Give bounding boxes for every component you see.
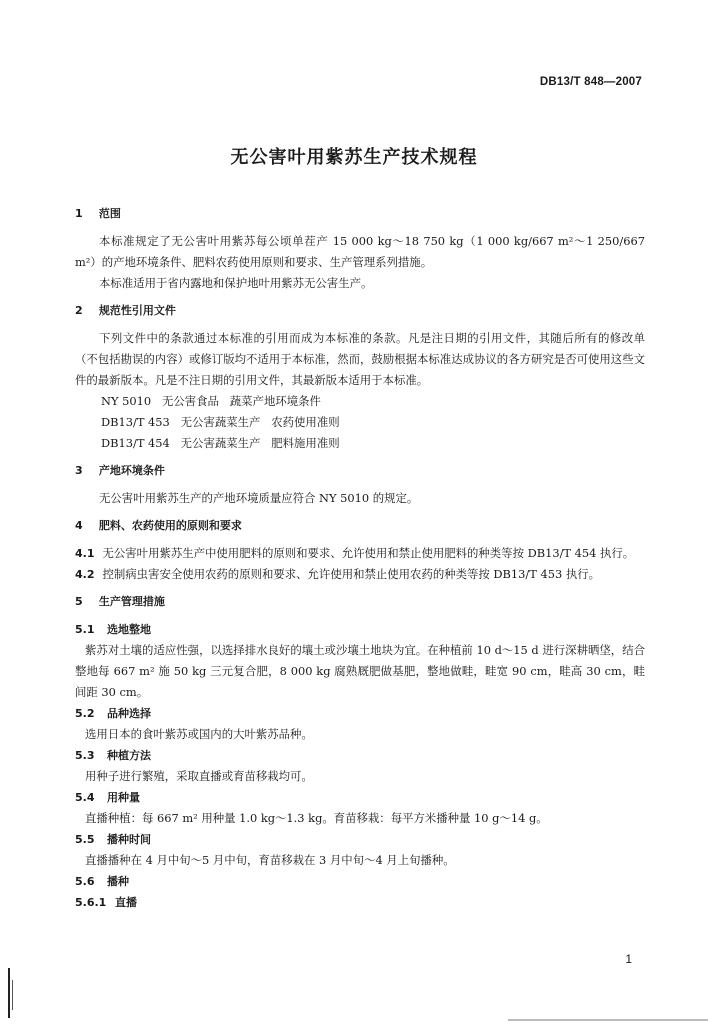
section-number: 1 [75,207,83,220]
clause-text: 控制病虫害安全使用农药的原则和要求、允许使用和禁止使用农药的种类等按 DB13/T 453 执行。 [102,567,600,581]
paragraph: 本标准规定了无公害叶用紫苏每公顷单茬产 15 000 kg～18 750 kg（1 000 kg/667 m²～1 250/667 m²）的产地环境条件、肥料农药使用原则和要求、生产管理系列措施。 [75,234,645,269]
clause-4-1 [75,543,645,564]
subsection-title: 品种选择 [107,707,151,720]
section-number: 5 [75,595,83,608]
section-number: 2 [75,304,83,317]
document-body [75,203,645,913]
subsection-heading-5-4 [75,787,645,808]
subsection-number: 5.6 [75,875,95,888]
clause-4-2 [75,564,645,585]
subsection-heading-5-2 [75,703,645,724]
clause-number: 4.1 [75,547,95,560]
subsection-title: 种植方法 [107,749,151,762]
section-title: 产地环境条件 [98,464,165,477]
reference-item: DB13/T 454 无公害蔬菜生产 肥料施用准则 [101,436,340,450]
scan-edge-mark [8,968,10,1018]
section-heading-1 [75,203,645,225]
subsection-title: 播种时间 [107,833,151,846]
subsection-heading-5-1 [75,619,645,640]
reference-item: DB13/T 453 无公害蔬菜生产 农药使用准则 [101,415,340,429]
section-heading-5 [75,591,645,613]
paragraph: 下列文件中的条款通过本标准的引用而成为本标准的条款。凡是注日期的引用文件，其随后所有的修改单（不包括勘误的内容）或修订版均不适用于本标准，然而，鼓励根据本标准达成协议的各方研究是否可使用这些文件的最新版本。凡是不注日期的引用文件，其最新版本适用于本标准。 [75,331,645,387]
subsection-title: 播种 [107,875,129,888]
paragraph: 用种子进行繁殖，采取直播或育苗移栽均可。 [85,769,313,783]
paragraph: 直播种植：每 667 m² 用种量 1.0 kg～1.3 kg。育苗移栽：每平方米播种量 10 g～14 g。 [85,811,548,825]
subsection-number: 5.2 [75,707,95,720]
standard-code: DB13/T 848—2007 [539,76,642,88]
page-number: 1 [625,952,632,966]
section-heading-2 [75,300,645,322]
section-title: 肥料、农药使用的原则和要求 [98,519,242,532]
scan-bottom-line [508,1019,708,1021]
subsection-number: 5.1 [75,623,95,636]
document-title: 无公害叶用紫苏生产技术规程 [230,147,478,168]
section-number: 4 [75,519,83,532]
paragraph: 直播播种在 4 月中旬～5 月中旬，育苗移栽在 3 月中旬～4 月上旬播种。 [85,853,455,867]
subsection-heading-5-6-1 [75,892,645,913]
section-title: 生产管理措施 [98,595,165,608]
section-title: 规范性引用文件 [98,304,176,317]
paragraph: 选用日本的食叶紫苏或国内的大叶紫苏品种。 [85,727,313,741]
subsection-number: 5.4 [75,791,95,804]
subsection-number: 5.5 [75,833,95,846]
subsection-title: 选地整地 [107,623,151,636]
subsection-heading-5-6 [75,871,645,892]
paragraph: 本标准适用于省内露地和保护地叶用紫苏无公害生产。 [99,276,373,290]
subsection-title: 用种量 [107,791,140,804]
clause-text: 无公害叶用紫苏生产中使用肥料的原则和要求、允许使用和禁止使用肥料的种类等按 DB13/T 454 执行。 [102,546,635,560]
scan-edge-mark [12,980,13,1010]
subsection-title: 直播 [115,896,137,909]
subsection-number: 5.6.1 [75,896,107,909]
reference-item: NY 5010 无公害食品 蔬菜产地环境条件 [101,394,321,408]
paragraph: 无公害叶用紫苏生产的产地环境质量应符合 NY 5010 的规定。 [99,491,419,505]
clause-number: 4.2 [75,568,95,581]
section-heading-4 [75,515,645,537]
section-heading-3 [75,460,645,482]
subsection-heading-5-5 [75,829,645,850]
section-title: 范围 [98,207,121,220]
subsection-number: 5.3 [75,749,95,762]
paragraph: 紫苏对土壤的适应性强，以选择排水良好的壤土或沙壤土地块为宜。在种植前 10 d～15 d 进行深耕晒垡，结合整地每 667 m² 施 50 kg 三元复合肥，8 000 kg 腐熟厩肥做基肥，整地做畦，畦宽 90 cm，畦高 30 cm，畦间距 30 cm。 [75,643,645,699]
subsection-heading-5-3 [75,745,645,766]
section-number: 3 [75,464,83,477]
